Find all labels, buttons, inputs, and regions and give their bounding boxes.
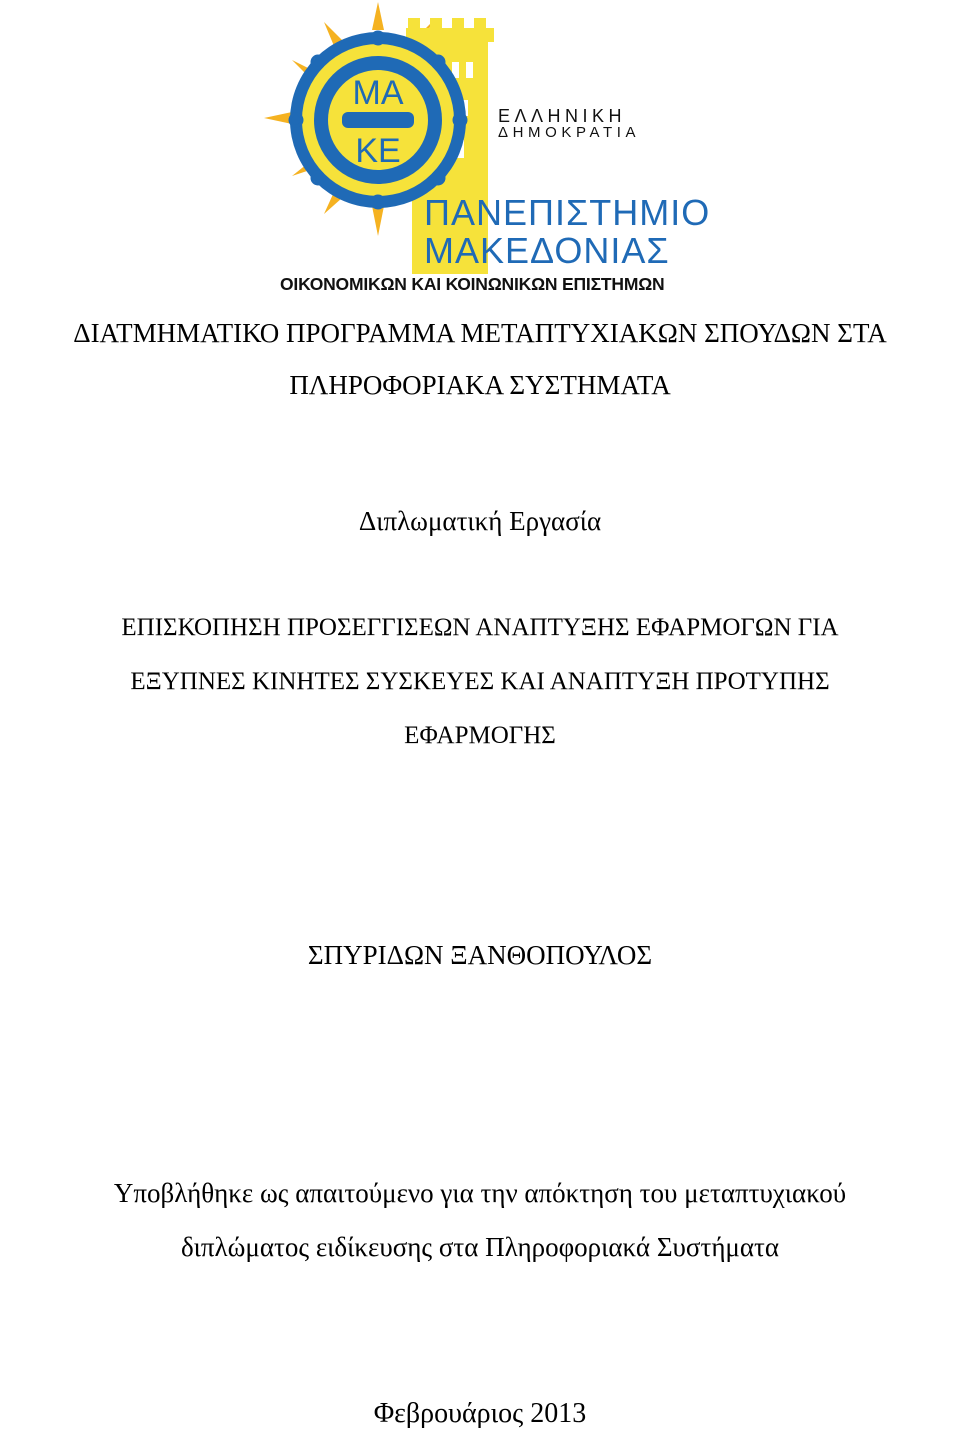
university-line1: ΠΑΝΕΠΙΣΤΗΜΙΟ [424,192,711,233]
submission-line1: Υποβλήθηκε ως απαιτούμενο για την απόκτηση του μεταπτυχιακού [113,1178,847,1208]
university-line2: ΜΑΚΕΔΟΝΙΑΣ [424,230,670,271]
seal-text-bottom: ΚΕ [355,132,401,170]
seal-icon [290,32,466,208]
title-line3: ΕΦΑΡΜΟΓΗΣ [404,722,556,749]
author-name: ΣΠΥΡΙΔΩΝ ΞΑΝΘΟΠΟΥΛΟΣ [307,940,653,970]
document-type: Διπλωματική Εργασία [358,506,602,536]
university-logo [262,0,711,300]
title-line1: ΕΠΙΣΚΟΠΗΣΗ ΠΡΟΣΕΓΓΙΣΕΩΝ ΑΝΑΠΤΥΞΗΣ ΕΦΑΡΜΟΓΩΝ ΓΙΑ [121,614,839,641]
submission-line2: διπλώματος ειδίκευσης στα Πληροφοριακά Συστήματα [180,1232,780,1262]
country-line2: ΔΗΜΟΚΡΑΤΙΑ [498,124,641,141]
university-line3: ΟΙΚΟΝΟΜΙΚΩΝ ΚΑΙ ΚΟΙΝΩΝΙΚΩΝ ΕΠΙΣΤΗΜΩΝ [280,274,665,294]
country-line1: ΕΛΛΗΝΙΚΗ [498,106,627,126]
seal-text-top: ΜΑ [352,74,404,112]
submission-date: Φεβρουάριος 2013 [373,1398,587,1429]
program-line2: ΠΛΗΡΟΦΟΡΙΑΚΑ ΣΥΣΤΗΜΑΤΑ [289,370,671,400]
program-line1: ΔΙΑΤΜΗΜΑΤΙΚΟ ΠΡΟΓΡΑΜΜΑ ΜΕΤΑΠΤΥΧΙΑΚΩΝ ΣΠΟΥΔΩΝ ΣΤΑ [73,318,887,348]
title-line2: ΕΞΥΠΝΕΣ ΚΙΝΗΤΕΣ ΣΥΣΚΕΥΕΣ ΚΑΙ ΑΝΑΠΤΥΞΗ ΠΡΟΤΥΠΗΣ [130,668,830,695]
